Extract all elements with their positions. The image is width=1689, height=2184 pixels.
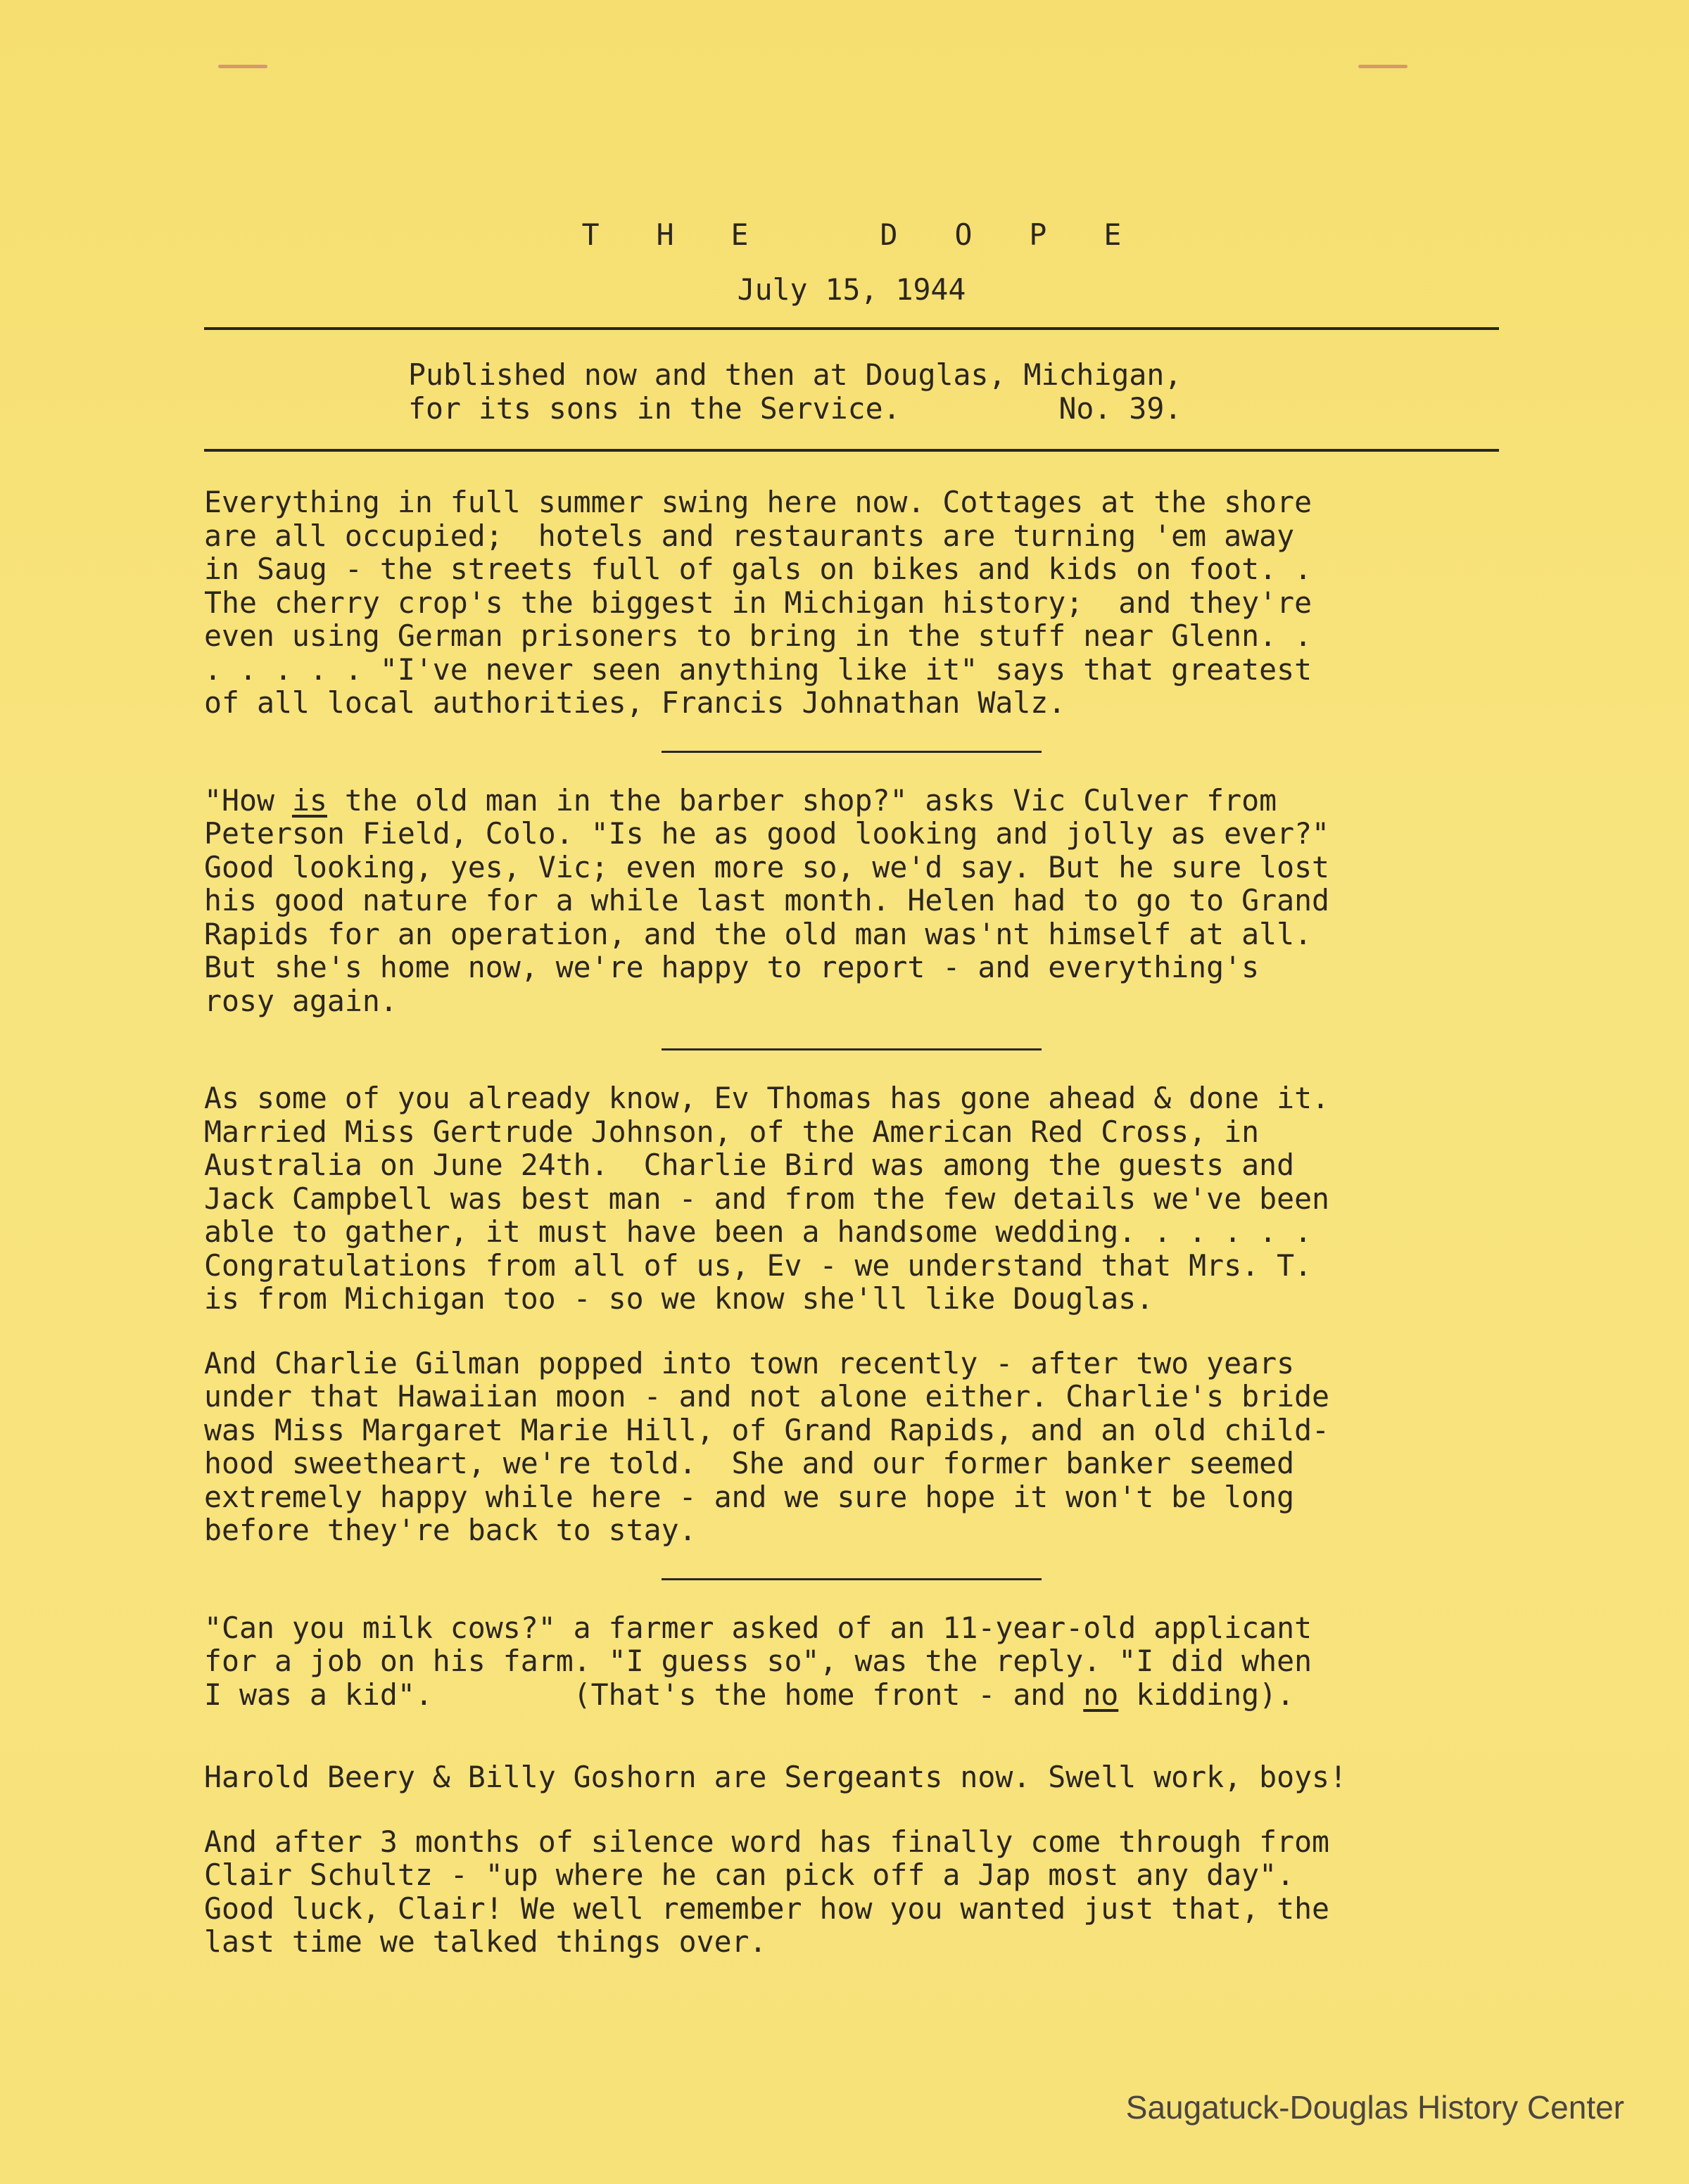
article-wedding — [204, 1081, 1499, 1316]
article-line: able to gather, it must have been a handsome wedding. . . . . . — [204, 1214, 1312, 1249]
article-line: As some of you already know, Ev Thomas has gone ahead & done it. — [204, 1081, 1330, 1115]
staple-mark — [218, 65, 267, 68]
article-line: is from Michigan too - so we know she'll like Douglas. — [204, 1281, 1154, 1316]
underlined-word: no — [1083, 1677, 1119, 1712]
article-summer — [204, 485, 1499, 720]
article-line: last time we talked things over. — [204, 1924, 767, 1959]
article-line: of all local authorities, Francis Johnathan Walz. — [204, 685, 1066, 720]
article-cows — [204, 1611, 1499, 1712]
article-schultz — [204, 1825, 1499, 1959]
underlined-word: is — [291, 782, 327, 818]
article-line: Australia on June 24th. Charlie Bird was among the guests and — [204, 1148, 1295, 1182]
masthead-line-2: for its sons in the Service. No. 39. — [408, 391, 1182, 426]
article-line: even using German prisoners to bring in the stuff near Glenn. . — [204, 618, 1312, 653]
article-gilman — [204, 1347, 1499, 1547]
article-sergeants: Harold Beery & Billy Goshorn are Sergeants now. Swell work, boys! — [204, 1760, 1348, 1794]
article-line: And after 3 months of silence word has finally come through from — [204, 1824, 1330, 1859]
section-divider — [662, 751, 1042, 753]
article-line: extremely happy while here - and we sure hope it won't be long — [204, 1479, 1295, 1514]
article-line: in Saug - the streets full of gals on bikes and kids on foot. . — [204, 552, 1312, 586]
article-line: But she's home now, we're happy to report - and everything's — [204, 950, 1260, 984]
article-line: Jack Campbell was best man - and from the few details we've been — [204, 1181, 1330, 1216]
text-segment: I was a kid". (That's the home front - and — [204, 1677, 1084, 1712]
masthead — [204, 358, 1499, 425]
article-line: was Miss Margaret Marie Hill, of Grand Rapids, and an old child- — [204, 1412, 1330, 1447]
article-barber — [204, 784, 1499, 1018]
article-line: Everything in full summer swing here now. Cottages at the shore — [204, 485, 1312, 519]
paragraph-gap — [204, 1794, 1499, 1825]
article-line: Rapids for an operation, and the old man was'nt himself at all. — [204, 916, 1312, 951]
newsletter-date: July 15, 1944 — [737, 272, 966, 307]
article-line: And Charlie Gilman popped into town recently - after two years — [204, 1345, 1295, 1380]
article-line: under that Hawaiian moon - and not alone either. Charlie's bride — [204, 1379, 1330, 1414]
article-line: for a job on his farm. "I guess so", was the reply. "I did when — [204, 1644, 1312, 1678]
text-segment: kidding). — [1118, 1677, 1295, 1712]
divider-rule — [204, 327, 1499, 330]
article-line: "Can you milk cows?" a farmer asked of an 11-year-old applicant — [204, 1610, 1312, 1645]
article-line — [204, 1678, 1499, 1712]
newsletter-page — [204, 218, 1499, 1959]
article-line: Congratulations from all of us, Ev - we understand that Mrs. T. — [204, 1247, 1312, 1283]
paragraph-gap — [204, 1711, 1499, 1760]
staple-mark — [1358, 65, 1408, 68]
article-line: . . . . . "I've never seen anything like it" says that greatest — [204, 652, 1312, 687]
article-line — [204, 784, 1499, 818]
archive-watermark: Saugatuck-Douglas History Center — [1125, 2089, 1624, 2126]
article-line: hood sweetheart, we're told. She and our former banker seemed — [204, 1446, 1295, 1480]
article-line: Good looking, yes, Vic; even more so, we'd say. But he sure lost — [204, 849, 1330, 884]
text-segment: "How — [204, 782, 292, 818]
article-line: Married Miss Gertrude Johnson, of the American Red Cross, in — [204, 1114, 1260, 1149]
article-line: Peterson Field, Colo. "Is he as good looking and jolly as ever?" — [204, 816, 1330, 851]
masthead-line-1: Published now and then at Douglas, Michigan, — [408, 357, 1182, 392]
section-divider — [662, 1578, 1042, 1580]
article-line: are all occupied; hotels and restaurants are turning 'em away — [204, 518, 1295, 553]
paragraph-gap — [204, 1316, 1499, 1347]
text-segment: the old man in the barber shop?" asks Vic Culver from — [327, 782, 1277, 818]
article-line: Clair Schultz - "up where he can pick off a Jap most any day". — [204, 1858, 1295, 1892]
article-line: The cherry crop's the biggest in Michigan history; and they're — [204, 585, 1312, 620]
article-line: Good luck, Clair! We well remember how you wanted just that, the — [204, 1891, 1330, 1926]
newsletter-title: T H E D O P E — [581, 217, 1141, 252]
section-divider — [662, 1048, 1042, 1050]
article-line: rosy again. — [204, 983, 398, 1018]
article-line: before they're back to stay. — [204, 1513, 697, 1547]
article-line: his good nature for a while last month. Helen had to go to Grand — [204, 883, 1330, 918]
divider-rule — [204, 449, 1499, 452]
